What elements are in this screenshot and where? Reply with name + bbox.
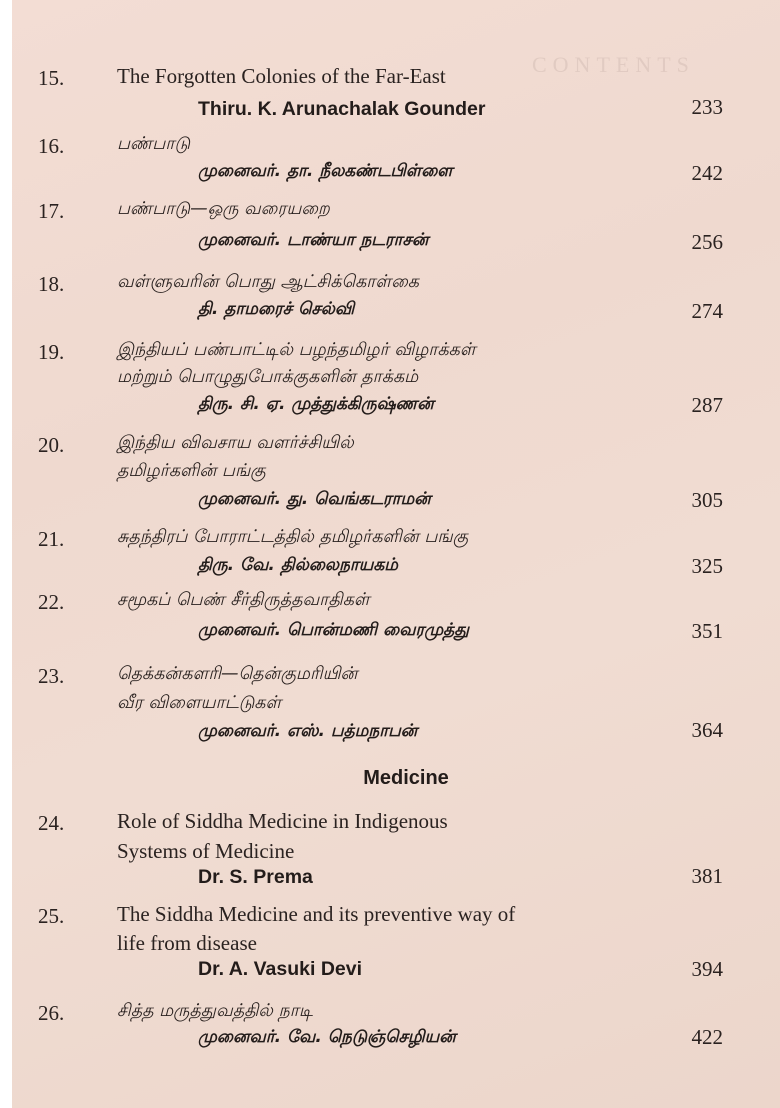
entry-number: 15. bbox=[38, 66, 65, 90]
show-through-text: CONTENTS bbox=[532, 52, 695, 77]
entry-title-line-1: Role of Siddha Medicine in Indigenous bbox=[117, 809, 448, 833]
entry-author: முனைவர். பொன்மணி வைரமுத்து bbox=[198, 620, 469, 640]
entry-author: முனைவர். து. வெங்கடராமன் bbox=[198, 489, 431, 509]
entry-title-line-2: மற்றும் பொழுதுபோக்குகளின் தாக்கம் bbox=[117, 367, 419, 387]
entry-page-number: 256 bbox=[691, 230, 723, 254]
entry-title: பண்பாடு—ஒரு வரையறை bbox=[117, 199, 330, 219]
entry-page-number: 364 bbox=[691, 718, 723, 742]
entry-title-line-2: life from disease bbox=[117, 931, 257, 955]
entry-number: 18. bbox=[38, 272, 65, 296]
entry-number: 22. bbox=[38, 590, 65, 614]
section-heading-medicine: Medicine bbox=[363, 767, 449, 789]
entry-author: முனைவர். தா. நீலகண்டபிள்ளை bbox=[198, 161, 453, 181]
entry-author: திரு. வே. தில்லைநாயகம் bbox=[198, 555, 398, 575]
entry-number: 25. bbox=[38, 904, 65, 928]
entry-title-line-2: தமிழர்களின் பங்கு bbox=[117, 461, 266, 481]
entry-author: திரு. சி. ஏ. முத்துக்கிருஷ்ணன் bbox=[198, 394, 434, 414]
entry-page-number: 274 bbox=[691, 299, 723, 323]
entry-number: 20. bbox=[38, 433, 65, 457]
entry-title: சுதந்திரப் போராட்டத்தில் தமிழர்களின் பங்கு bbox=[117, 527, 469, 547]
entry-title-line-1: இந்தியப் பண்பாட்டில் பழந்தமிழர் விழாக்கள் bbox=[117, 340, 476, 360]
entry-page-number: 394 bbox=[691, 957, 723, 981]
entry-title-line-1: The Siddha Medicine and its preventive way of bbox=[117, 902, 516, 926]
entry-number: 19. bbox=[38, 340, 65, 364]
entry-page-number: 305 bbox=[691, 488, 723, 512]
entry-title: வள்ளுவரின் பொது ஆட்சிக்கொள்கை bbox=[117, 272, 419, 292]
entry-page-number: 233 bbox=[691, 95, 723, 119]
entry-number: 16. bbox=[38, 134, 65, 158]
entry-author: முனைவர். டாண்யா நடராசன் bbox=[198, 230, 429, 250]
entry-title: சமூகப் பெண் சீர்திருத்தவாதிகள் bbox=[117, 590, 370, 610]
entry-number: 23. bbox=[38, 664, 65, 688]
entry-title-line-1: தெக்கன்களரி—தென்குமரியின் bbox=[117, 664, 358, 684]
entry-author: முனைவர். வே. நெடுஞ்செழியன் bbox=[198, 1027, 456, 1047]
entry-title: பண்பாடு bbox=[117, 134, 191, 154]
entry-page-number: 422 bbox=[691, 1025, 723, 1049]
entry-title: சித்த மருத்துவத்தில் நாடி bbox=[117, 1001, 313, 1021]
entry-page-number: 287 bbox=[691, 393, 723, 417]
entry-page-number: 325 bbox=[691, 554, 723, 578]
entry-number: 24. bbox=[38, 811, 65, 835]
entry-number: 26. bbox=[38, 1001, 65, 1025]
entry-page-number: 242 bbox=[691, 161, 723, 185]
entry-author: தி. தாமரைச் செல்வி bbox=[198, 299, 355, 319]
entry-page-number: 351 bbox=[691, 619, 723, 643]
entry-title-line-2: Systems of Medicine bbox=[117, 839, 295, 863]
entry-number: 17. bbox=[38, 199, 65, 223]
entry-author: Dr. A. Vasuki Devi bbox=[198, 958, 363, 980]
entry-author: முனைவர். எஸ். பத்மநாபன் bbox=[198, 721, 418, 741]
entry-author: Thiru. K. Arunachalak Gounder bbox=[198, 98, 486, 120]
book-page bbox=[12, 0, 780, 1108]
entry-title-line-2: வீர விளையாட்டுகள் bbox=[117, 693, 282, 713]
entry-title: The Forgotten Colonies of the Far-East bbox=[117, 64, 446, 88]
entry-page-number: 381 bbox=[691, 864, 723, 888]
entry-number: 21. bbox=[38, 527, 65, 551]
entry-author: Dr. S. Prema bbox=[198, 866, 313, 888]
entry-title-line-1: இந்திய விவசாய வளர்ச்சியில் bbox=[117, 433, 354, 453]
